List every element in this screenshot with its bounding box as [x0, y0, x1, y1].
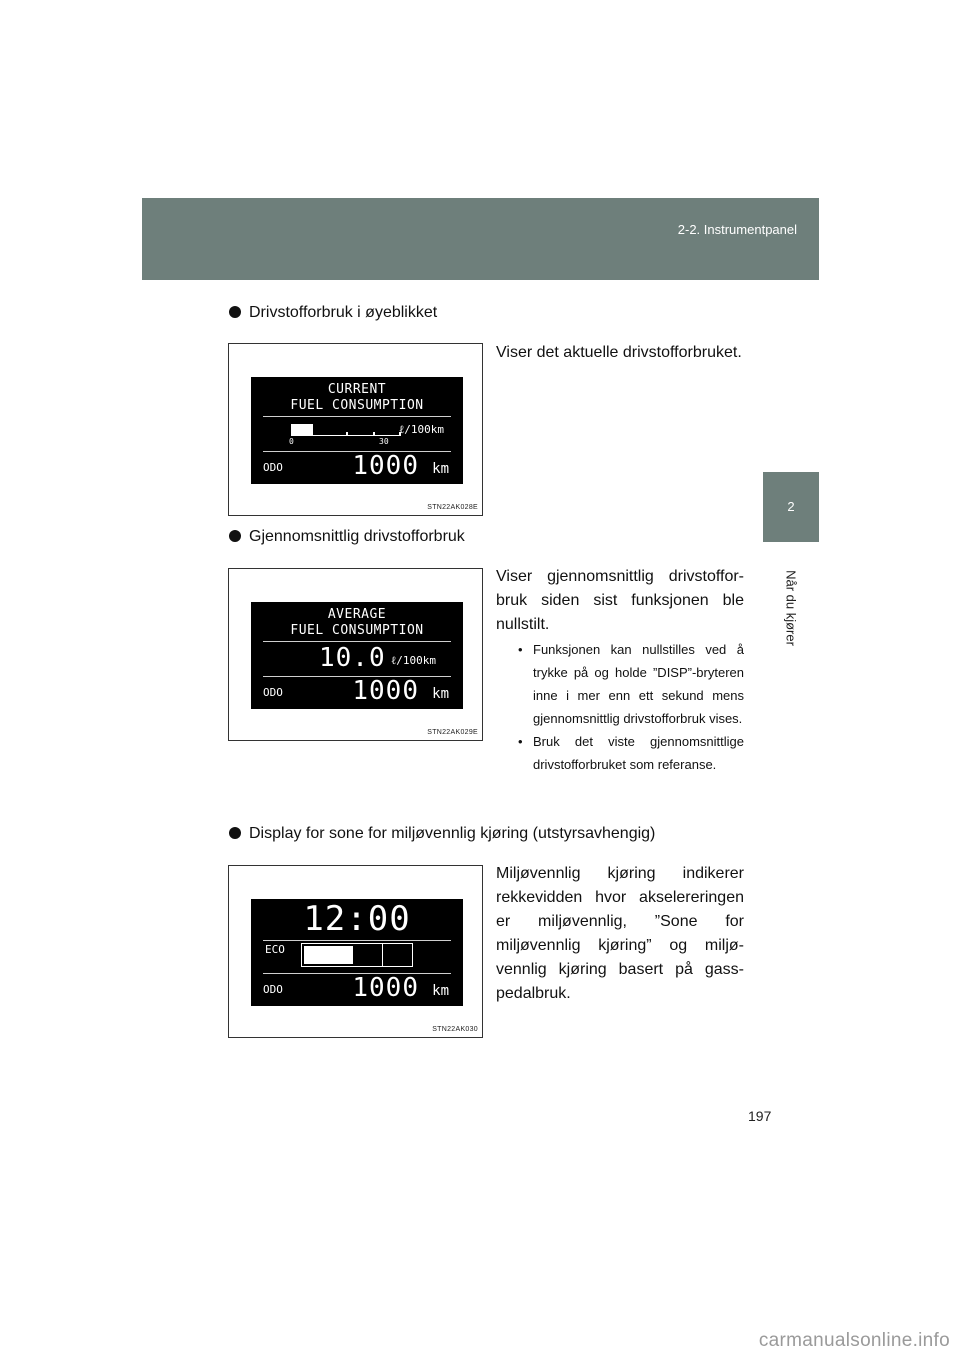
display-title-line1: AVERAGE — [327, 607, 387, 622]
figure-code: STN22AK029E — [427, 729, 478, 736]
display-title-line2: FUEL CONSUMPTION — [290, 623, 424, 638]
display-divider — [263, 641, 451, 642]
eco-zone-divider — [382, 944, 383, 966]
fuel-unit: ℓ/100km — [399, 423, 445, 436]
description-average-fuel: Viser gjennomsnittlig drivstofforbruk siden sist funksjonen ble nullstilt. — [496, 568, 744, 633]
display-divider — [263, 416, 451, 417]
clock-display: 12:00 — [303, 899, 411, 939]
figure-average-fuel — [228, 568, 483, 741]
header-band — [142, 198, 819, 280]
fuel-scale-max: 30 — [379, 437, 389, 446]
eco-label: ECO — [265, 943, 285, 956]
section-heading-current: Drivstofforbruk i øyeblikket — [229, 304, 437, 322]
odo-label: ODO — [263, 461, 283, 474]
average-unit: ℓ/100km — [391, 654, 437, 667]
fuel-scale-min: 0 — [289, 437, 294, 446]
display-average-fuel — [251, 602, 463, 709]
section-title: 2-2. Instrumentpanel — [677, 222, 797, 237]
bullet-dot-icon — [229, 827, 241, 839]
chapter-tab-number: 2 — [763, 472, 819, 542]
eco-zone-gauge — [301, 943, 413, 967]
odo-unit: km — [432, 461, 449, 477]
note-item: • Bruk det viste gjennomsnittlige drivstofforbruket som referanse. — [518, 730, 744, 776]
figure-current-fuel — [228, 343, 483, 516]
fuel-bar-gauge — [291, 424, 401, 436]
odo-label: ODO — [263, 983, 283, 996]
average-value: 10.0 — [319, 643, 386, 673]
note-item: • Funksjonen kan nullstilles ved å trykke på og holde ”DISP”-bryteren inne i mer enn ett sekund mens gjennomsnittlig drivstofforbruk vises. — [518, 638, 744, 730]
section-heading-eco: Display for sone for miljøvennlig kjøring (utstyrsavhengig) — [229, 825, 655, 843]
display-divider — [263, 940, 451, 941]
odo-value: 1000 — [352, 451, 419, 481]
description-eco-zone: Miljøvennlig kjøring indikerer rekkevidden hvor akselereringen er miljøvennlig, ”Sone for miljøvennlig kjøring” og miljøvennlig kjøring basert på gasspedalbruk. — [496, 865, 744, 1002]
section-heading-average: Gjennomsnittlig drivstofforbruk — [229, 528, 465, 546]
eco-zone-fill — [304, 946, 353, 964]
watermark: carmanualsonline.info — [758, 1330, 950, 1351]
figure-code: STN22AK028E — [427, 504, 478, 511]
display-eco-zone — [251, 899, 463, 1006]
fuel-bar-tick — [346, 432, 348, 436]
display-current-fuel — [251, 377, 463, 484]
chapter-tab-label — [768, 548, 814, 668]
odo-unit: km — [432, 983, 449, 999]
display-title-line2: FUEL CONSUMPTION — [290, 398, 424, 413]
odo-value: 1000 — [352, 973, 419, 1003]
description-current-fuel: Viser det aktuelle drivstofforbruket. — [496, 344, 742, 361]
page-number: 197 — [748, 1108, 772, 1124]
odo-value: 1000 — [352, 676, 419, 706]
figure-eco-zone — [228, 865, 483, 1038]
figure-code: STN22AK030 — [432, 1026, 478, 1033]
notes-list — [518, 638, 744, 776]
odo-label: ODO — [263, 686, 283, 699]
bullet-dot-icon — [229, 306, 241, 318]
display-title-line1: CURRENT — [327, 382, 387, 397]
odo-unit: km — [432, 686, 449, 702]
bullet-dot-icon — [229, 530, 241, 542]
fuel-bar-tick — [373, 432, 375, 436]
chapter-tab-label-text: Når du kjører — [783, 570, 799, 646]
